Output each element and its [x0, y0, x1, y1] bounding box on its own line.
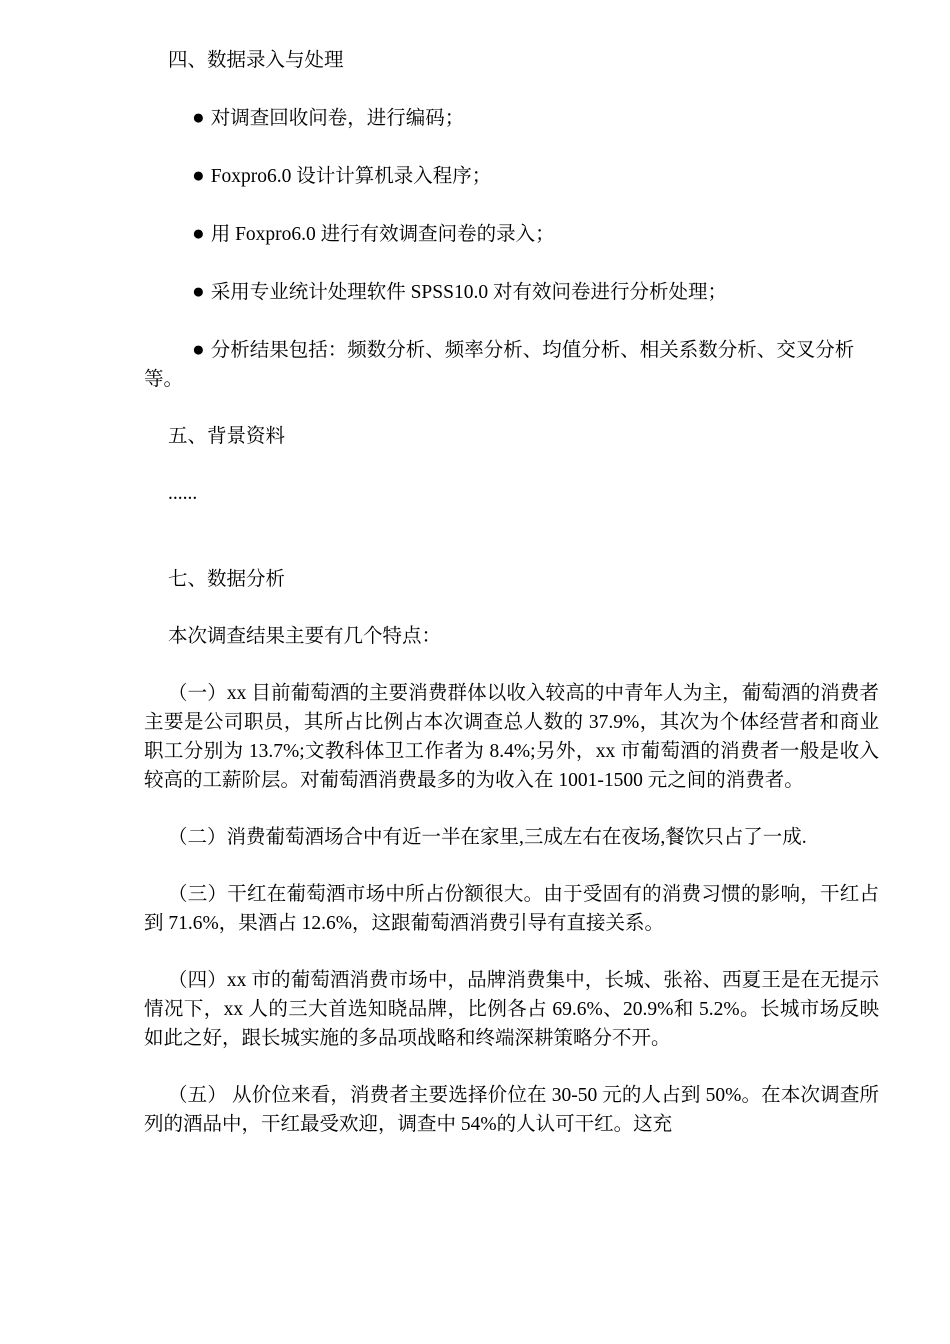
finding-paragraph-4: （四）xx 市的葡萄酒消费市场中，品牌消费集中，长城、张裕、西夏王是在无提示情况下，xx 人的三大首选知晓品牌，比例各占 69.6%、20.9%和 5.2%。长城市场反映如此之好，跟长城实施的多品项战略和终端深耕策略分不开。: [144, 970, 879, 1049]
bullet-text: Foxpro6.0 设计计算机录入程序；: [210, 166, 492, 187]
finding-paragraph-2: （二）消费葡萄酒场合中有近一半在家里,三成左右在夜场,餐饮只占了一成.: [168, 827, 807, 848]
finding-paragraph-1: （一）xx 目前葡萄酒的主要消费群体以收入较高的中青年人为主，葡萄酒的消费者主要是公司职员，其所占比例占本次调查总人数的 37.9%，其次为个体经营者和商业职工分别为 13.7%;文教科体卫工作者为 8.4%;另外，xx 市葡萄酒的消费者一般是收入较高的工薪阶层。对葡萄酒消费最多的为收入在 1001-1500 元之间的消费者。: [144, 683, 879, 791]
bullet-text: 采用专业统计处理软件 SPSS10.0 对有效问卷进行分析处理；: [210, 282, 727, 303]
section-4-heading: 四、数据录入与处理: [168, 50, 344, 71]
bullet-text: 用 Foxpro6.0 进行有效调查问卷的录入；: [210, 224, 555, 245]
section-5-heading: 五、背景资料: [168, 426, 286, 447]
section-7-heading: 七、数据分析: [168, 569, 286, 590]
bullet-icon: ●: [192, 221, 205, 245]
bullet-icon: ●: [192, 337, 205, 361]
bullet-icon: ●: [192, 163, 205, 187]
bullet-text: 对调查回收问卷，进行编码；: [210, 108, 465, 129]
bullet-item: [144, 219, 879, 249]
analysis-intro: 本次调查结果主要有几个特点：: [168, 626, 442, 647]
bullet-icon: ●: [192, 279, 205, 303]
bullet-item: [144, 161, 879, 191]
bullet-text: 分析结果包括：频数分析、频率分析、均值分析、相关系数分析、交叉分析等。: [144, 340, 855, 390]
bullet-item: [144, 277, 879, 307]
omitted-content-ellipsis: ......: [168, 483, 198, 504]
bullet-item: [144, 103, 879, 133]
finding-paragraph-5: （五） 从价位来看，消费者主要选择价位在 30-50 元的人占到 50%。在本次调查所列的酒品中，干红最受欢迎，调查中 54%的人认可干红。这充: [144, 1085, 879, 1135]
bullet-item: [144, 335, 879, 394]
finding-paragraph-3: （三）干红在葡萄酒市场中所占份额很大。由于受固有的消费习惯的影响，干红占到 71.6%，果酒占 12.6%，这跟葡萄酒消费引导有直接关系。: [144, 884, 879, 934]
document-page: [144, 46, 879, 1167]
bullet-icon: ●: [192, 105, 205, 129]
